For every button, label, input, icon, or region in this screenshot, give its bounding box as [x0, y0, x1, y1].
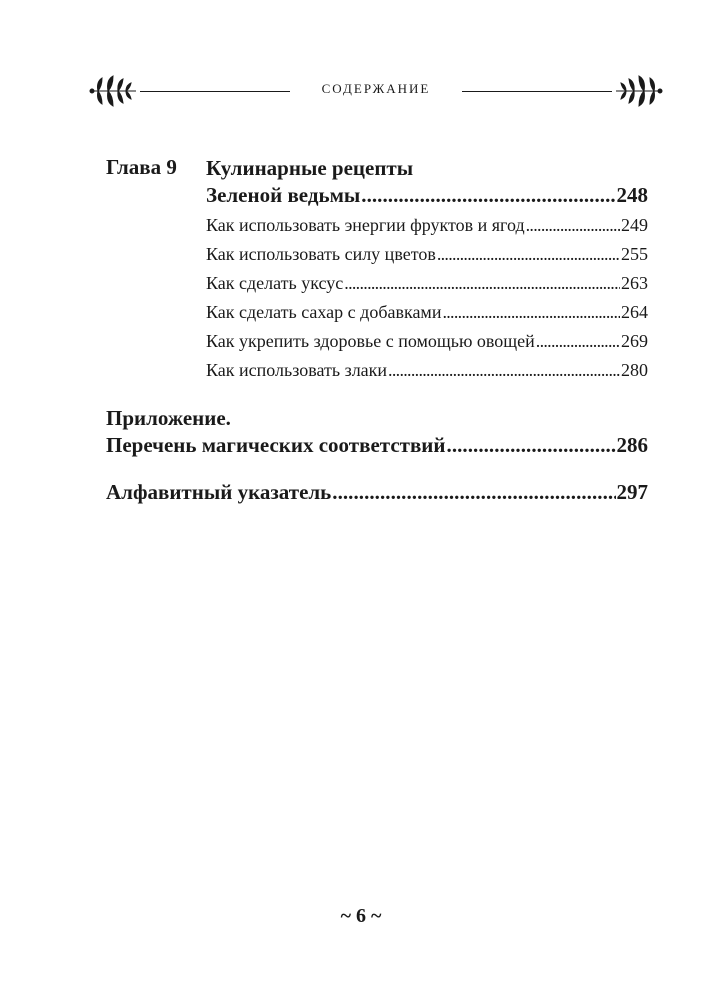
section-page-number: 264 [621, 302, 648, 322]
header-rule-right [462, 91, 612, 92]
toc-entry-section[interactable] [206, 211, 648, 240]
dot-leader [388, 356, 620, 385]
chapter-title-line1 [206, 155, 648, 182]
header-title: СОДЕРЖАНИЕ [321, 81, 431, 96]
dot-leader [447, 432, 616, 459]
section-title: Как использовать энергии фруктов и ягод [206, 215, 525, 235]
appendix-title-line1 [106, 405, 648, 432]
section-page-number: 249 [621, 215, 648, 235]
chapter-body [206, 155, 648, 385]
section-page-number: 263 [621, 273, 648, 293]
chapter-title-line2-text: Зеленой ведьмы [206, 183, 361, 207]
section-title: Как сделать сахар с добавками [206, 302, 442, 322]
chapter-page-number: 248 [616, 183, 648, 207]
chapter-title-line1-text: Кулинарные рецепты [206, 156, 414, 180]
chapter-9 [106, 155, 648, 385]
page-header [88, 70, 664, 110]
leaf-ornament-right-icon [614, 74, 664, 108]
section-title: Как сделать уксус [206, 273, 344, 293]
index-page-number: 297 [616, 480, 648, 504]
appendix-page-number: 286 [616, 433, 648, 457]
page-number-footer: ~ 6 ~ [340, 905, 382, 927]
section-list [206, 211, 648, 385]
dot-leader [361, 182, 615, 209]
dot-leader [536, 327, 620, 356]
toc-entry-section[interactable] [206, 269, 648, 298]
section-page-number: 280 [621, 360, 648, 380]
section-title: Как укрепить здоровье с помощью овощей [206, 331, 535, 351]
section-page-number: 255 [621, 244, 648, 264]
index-title: Алфавитный указатель [106, 480, 332, 504]
dot-leader [344, 269, 620, 298]
dot-leader [437, 240, 620, 269]
section-page-number: 269 [621, 331, 648, 351]
toc-entry-index[interactable] [106, 479, 648, 506]
toc-entry-section[interactable] [206, 240, 648, 269]
chapter-label: Глава 9 [106, 155, 177, 179]
appendix-entry [106, 405, 648, 459]
section-title: Как использовать силу цветов [206, 244, 436, 264]
dot-leader [332, 479, 615, 506]
leaf-ornament-left-icon [88, 74, 138, 108]
toc-entry-section[interactable] [206, 356, 648, 385]
toc-entry-section[interactable] [206, 298, 648, 327]
index-entry [106, 479, 648, 506]
toc-entry-section[interactable] [206, 327, 648, 356]
section-title: Как использовать злаки [206, 360, 388, 380]
appendix-title-line2-text: Перечень магических соответствий [106, 433, 446, 457]
appendix-title-line1-text: Приложение. [106, 406, 231, 430]
toc-entry-chapter[interactable] [206, 182, 648, 209]
toc-entry-appendix[interactable] [106, 432, 648, 459]
table-of-contents [106, 155, 648, 506]
dot-leader [442, 298, 620, 327]
header-rule-left [140, 91, 290, 92]
dot-leader [526, 211, 620, 240]
